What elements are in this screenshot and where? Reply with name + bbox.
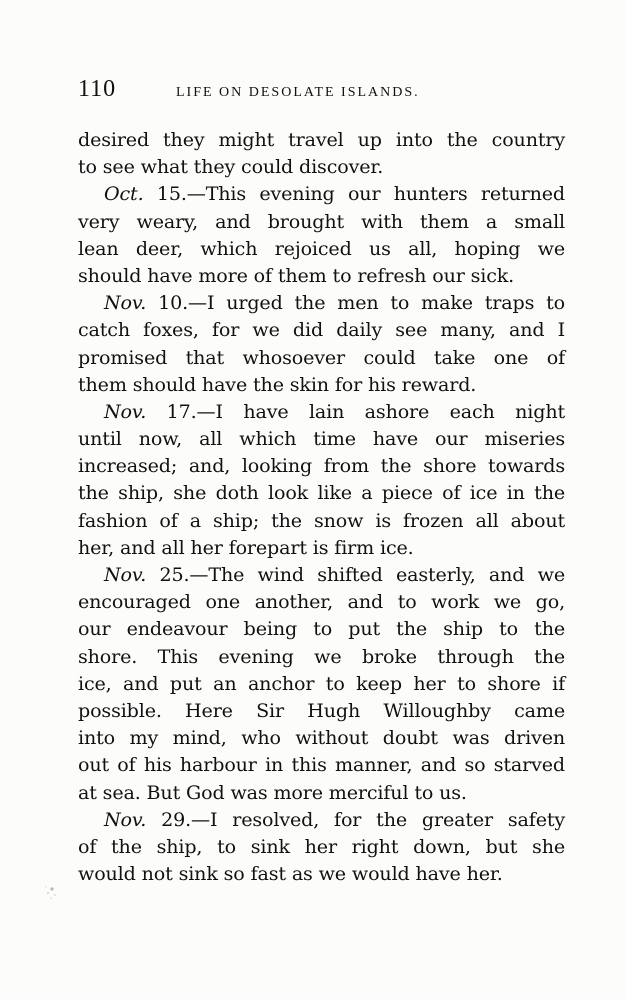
text-line: encouraged one another, and to work we go, (78, 590, 565, 614)
entry-date: Nov. (104, 807, 147, 831)
entry-first-line (78, 289, 565, 316)
text-line: would not sink so fast as we would have her. (78, 862, 503, 886)
paper-speck-mark (37, 876, 67, 906)
entry-text: 29.—I resolved, for the greater safety (146, 807, 565, 831)
text-line: fashion of a ship; the snow is frozen all about (78, 508, 565, 532)
text-line: until now, all which time have our miseries (78, 427, 565, 451)
entry-date: Nov. (104, 399, 147, 423)
text-line: to see what they could discover. (78, 155, 384, 179)
text-line: desired they might travel up into the country (78, 128, 565, 151)
text-line: increased; and, looking from the shore towards (78, 454, 565, 478)
entry-first-line (78, 398, 565, 425)
text-line: out of his harbour in this manner, and so starved (78, 753, 565, 777)
page-number: 110 (78, 76, 117, 102)
text-line: very weary, and brought with them a small (78, 209, 565, 233)
text-line: the ship, she doth look like a piece of ice in the (78, 481, 565, 505)
entry-first-line (78, 806, 565, 833)
entry-text: 15.—This evening our hunters returned (143, 182, 565, 206)
text-line: at sea. But God was more merciful to us. (78, 780, 467, 804)
text-line: into my mind, who without doubt was driven (78, 726, 565, 750)
text-line: ice, and put an anchor to keep her to shore if (78, 671, 565, 695)
entry-text: 17.—I have lain ashore each night (146, 399, 565, 423)
text-line: promised that whosoever could take one of (78, 345, 565, 369)
entry-first-line (78, 180, 565, 207)
page-header (78, 76, 568, 108)
text-line: our endeavour being to put the ship to the (78, 617, 565, 641)
body-text (78, 126, 565, 887)
entry-text: 10.—I urged the men to make traps to (146, 291, 565, 315)
text-line: possible. Here Sir Hugh Willoughby came (78, 698, 565, 722)
text-line: of the ship, to sink her right down, but she (78, 834, 565, 858)
text-line: shore. This evening we broke through the (78, 644, 565, 668)
text-line: should have more of them to refresh our sick. (78, 263, 515, 287)
entry-date: Oct. (104, 182, 144, 206)
text-line: her, and all her forepart is firm ice. (78, 535, 414, 559)
running-head: LIFE ON DESOLATE ISLANDS. (176, 85, 420, 100)
entry-date: Nov. (104, 563, 147, 586)
text-line: them should have the skin for his reward. (78, 372, 477, 396)
entry-text: 25.—The wind shifted easterly, and we (146, 563, 565, 586)
text-line: catch foxes, for we did daily see many, and I (78, 318, 565, 342)
text-line: lean deer, which rejoiced us all, hoping we (78, 236, 565, 260)
entry-date: Nov. (104, 291, 147, 315)
entry-first-line (78, 561, 565, 588)
